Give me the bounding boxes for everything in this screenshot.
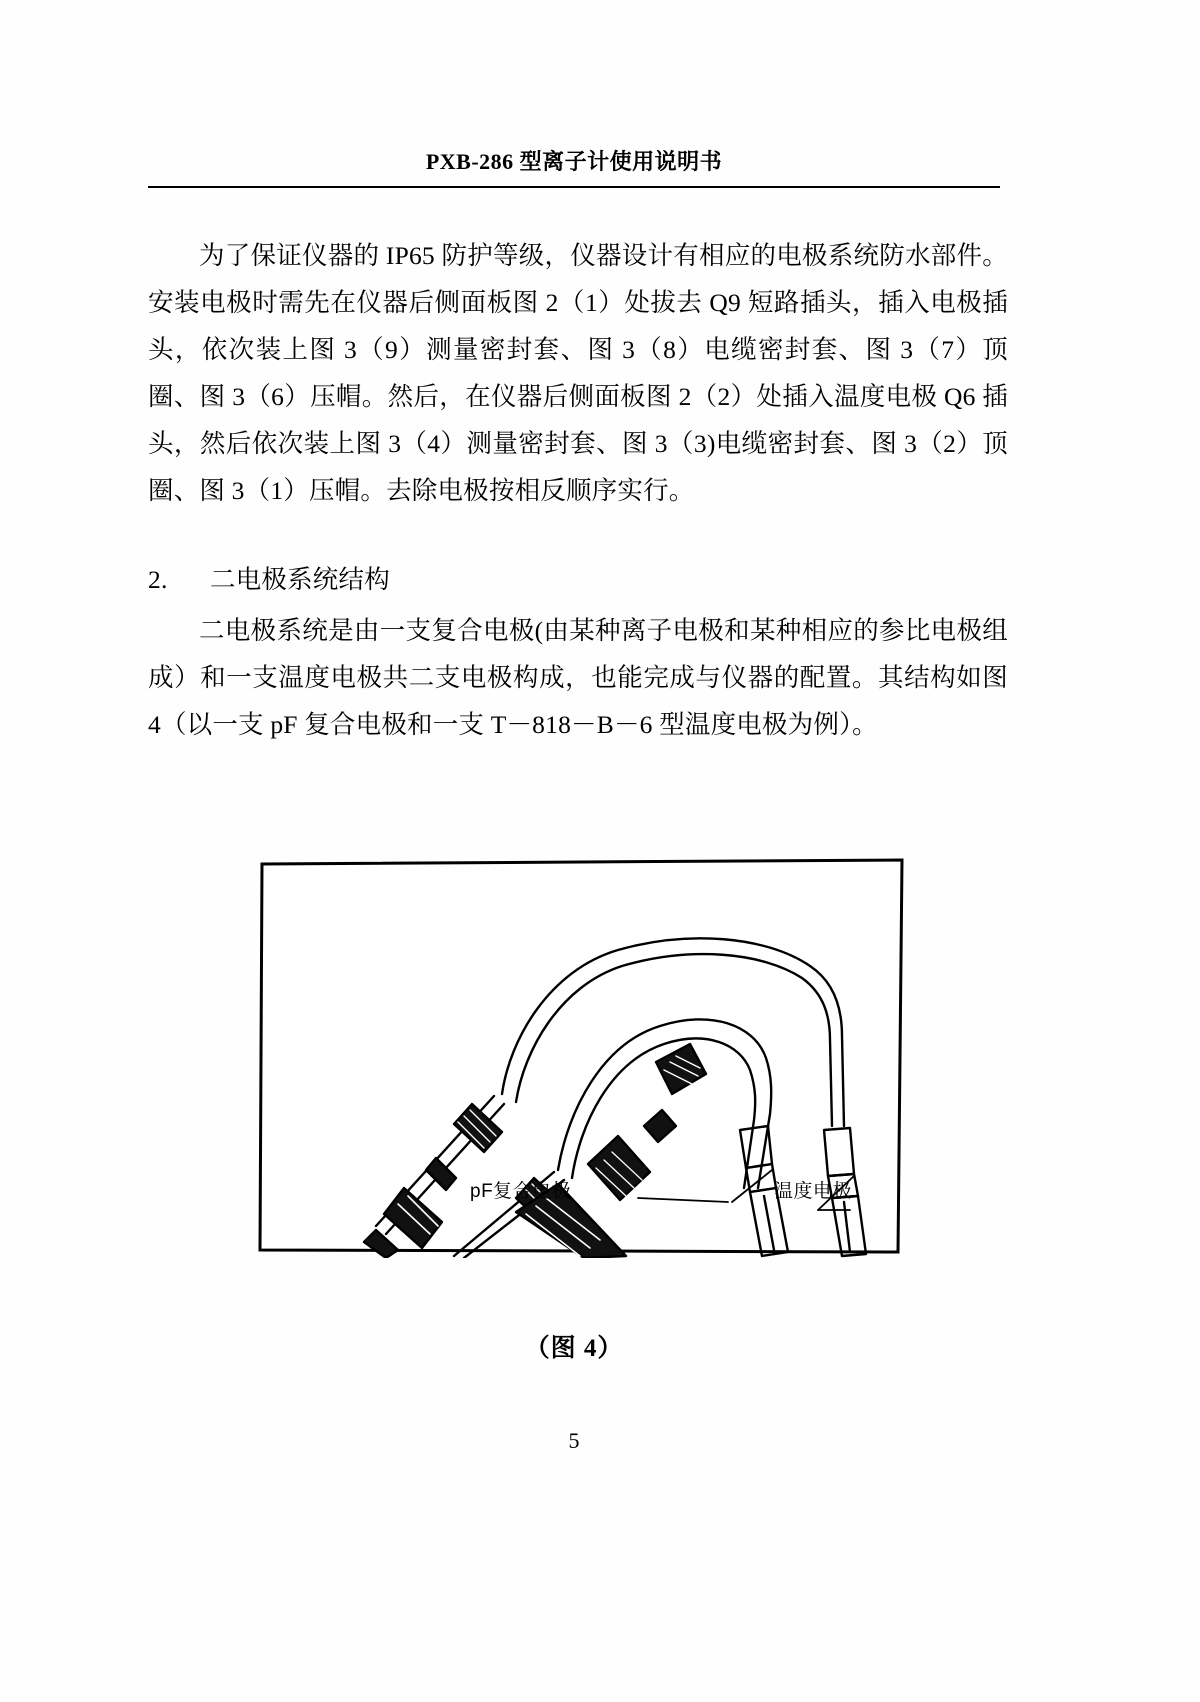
figure-label-temperature-electrode: 温度电极 xyxy=(774,1181,853,1202)
figure-label-pf-composite-electrode: pF复合电极 xyxy=(470,1181,572,1202)
page-content xyxy=(148,232,1008,748)
header-divider xyxy=(148,186,1000,188)
header-title: PXB-286 型离子计使用说明书 xyxy=(425,149,723,174)
paragraph-two-electrode-description: 二电极系统是由一支复合电极(由某种离子电极和某种相应的参比电极组成）和一支温度电极共二支电极构成，也能完成与仪器的配置。其结构如图 4（以一支 pF 复合电极和一支 T－818－B－6 型温度电极为例）。 xyxy=(148,616,1008,739)
section-title: 二电极系统结构 xyxy=(210,565,390,594)
page-number: 5 xyxy=(568,1428,580,1453)
section-number: 2. xyxy=(148,565,168,594)
figure-4 xyxy=(258,858,906,1258)
paragraph-waterproof-assembly: 为了保证仪器的 IP65 防护等级，仪器设计有相应的电极系统防水部件。安装电极时需先在仪器后侧面板图 2（1）处拔去 Q9 短路插头，插入电极插头，依次装上图 3（9）测量密封套、图 3（8）电缆密封套、图 3（7）顶圈、图 3（6）压帽。然后，在仪器后侧面板图 2（2）处插入温度电极 Q6 插头，然后依次装上图 3（4）测量密封套、图 3（3)电缆密封套、图 3（2）顶圈、图 3（1）压帽。去除电极按相反顺序实行。 xyxy=(148,241,1008,505)
page-header xyxy=(148,148,1000,176)
section-heading-two-electrode xyxy=(148,556,1008,603)
spacer xyxy=(148,514,1008,556)
figure-caption: （图 4） xyxy=(524,1335,624,1362)
